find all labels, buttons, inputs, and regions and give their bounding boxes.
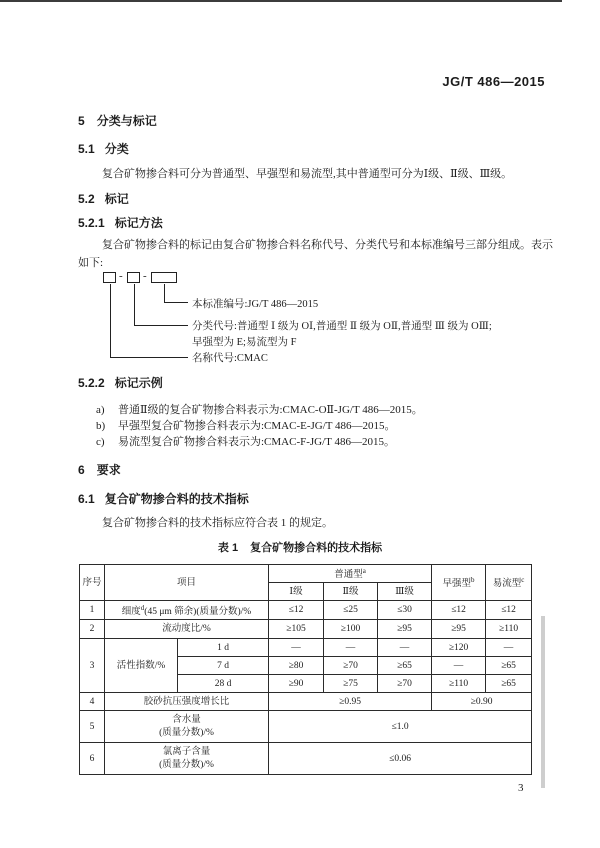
section-5-2-2-number: 5.2.2: [78, 376, 105, 390]
row4-seq: 4: [80, 693, 105, 711]
section-5-1-number: 5.1: [78, 142, 95, 156]
header-early-label: 早强型: [442, 579, 472, 590]
scan-artifact-right-strip: [541, 616, 545, 788]
marking-example-b-text: 早强型复合矿物掺合料表示为:CMAC-E-JG/T 486—2015。: [118, 420, 396, 432]
diagram-label-standard-no: 本标准编号:JG/T 486—2015: [192, 299, 319, 310]
row2-value-flow: ≥110: [486, 620, 532, 639]
row1-value-level1: ≤12: [269, 601, 324, 620]
diagram-label-name-code: 名称代号:CMAC: [192, 353, 268, 364]
section-6-1-paragraph: 复合矿物掺合料的技术指标应符合表 1 的规定。: [102, 517, 333, 529]
section-6-number: 6: [78, 463, 85, 477]
row3-age-28d: 28 d: [178, 675, 269, 693]
row1-value-early: ≤12: [432, 601, 486, 620]
scan-artifact-top-line: [0, 0, 562, 2]
header-seq: 序号: [80, 565, 105, 601]
marking-example-b: [96, 417, 396, 433]
row3-28d-flow: ≥65: [486, 675, 532, 693]
section-5-2-title: 标记: [104, 192, 129, 206]
row3-1d-early: ≥120: [432, 639, 486, 657]
section-5-2-number: 5.2: [78, 192, 95, 206]
section-5-2-1-heading: [78, 214, 163, 231]
row1-item-rest: (45 μm 筛余)(质量分数)/%: [144, 607, 252, 618]
table-row-fineness: [80, 601, 532, 620]
table-header-row-1: [80, 565, 532, 583]
section-5-2-2-heading: [78, 374, 163, 391]
row3-28d-level2: ≥75: [324, 675, 378, 693]
marking-dash-2: -: [143, 270, 147, 282]
row5-item: [105, 711, 269, 743]
table-row-activity-1d: [80, 639, 532, 657]
section-5-2-1-title: 标记方法: [114, 216, 163, 230]
row6-value: ≤0.06: [269, 743, 532, 775]
marking-example-a-label: a): [96, 404, 105, 416]
marking-box-class-code: [127, 272, 140, 283]
row6-item-line2: (质量分数)/%: [159, 759, 214, 770]
section-6-1-heading: [78, 490, 249, 507]
section-5-2-1-paragraph-line2: 如下:: [78, 257, 104, 269]
row4-value-ordinary: ≥0.95: [269, 693, 432, 711]
section-5-title: 分类与标记: [96, 114, 157, 128]
section-6-title: 要求: [96, 463, 121, 477]
marking-example-a-text: 普通Ⅱ级的复合矿物掺合料表示为:CMAC-OⅡ-JG/T 486—2015。: [118, 404, 423, 416]
connector-name-code-line: [110, 284, 188, 358]
table-row-chloride-content: [80, 743, 532, 775]
table-1-caption-number: 表 1: [217, 542, 239, 554]
row6-item-line1: 氯离子含量: [162, 746, 211, 757]
row4-value-other: ≥0.90: [432, 693, 532, 711]
marking-example-c-label: c): [96, 436, 105, 448]
header-item: 项目: [105, 565, 269, 601]
section-6-1-title: 复合矿物掺合料的技术指标: [104, 492, 249, 506]
row3-item: 活性指数/%: [105, 639, 178, 693]
table-row-water-content: [80, 711, 532, 743]
header-flow: [486, 565, 532, 601]
header-early-footnote: b: [471, 576, 475, 585]
row6-item: [105, 743, 269, 775]
section-5-2-1-paragraph-line1: 复合矿物掺合料的标记由复合矿物掺合料名称代号、分类代号和本标准编号三部分组成。表示: [102, 239, 553, 251]
row3-28d-level1: ≥90: [269, 675, 324, 693]
table-1-caption: [0, 539, 600, 555]
row1-value-level3: ≤30: [378, 601, 432, 620]
row5-item-line1: 含水量: [172, 714, 201, 725]
header-ordinary-footnote: a: [362, 567, 366, 576]
header-level-2: Ⅱ级: [324, 583, 378, 601]
table-row-fluidity: [80, 620, 532, 639]
section-5-1-title: 分类: [104, 142, 129, 156]
row1-value-flow: ≤12: [486, 601, 532, 620]
section-5-number: 5: [78, 114, 85, 128]
standard-number-header: JG/T 486—2015: [442, 74, 545, 89]
section-5-1-paragraph: 复合矿物掺合料可分为普通型、早强型和易流型,其中普通型可分为Ⅰ级、Ⅱ级、Ⅲ级。: [102, 168, 513, 180]
technical-indicators-table: [79, 564, 532, 775]
marking-box-standard-no: [151, 272, 177, 283]
row3-age-7d: 7 d: [178, 657, 269, 675]
header-level-3: Ⅲ级: [378, 583, 432, 601]
row3-28d-early: ≥110: [432, 675, 486, 693]
row2-item: 流动度比/%: [105, 620, 269, 639]
header-flow-footnote: c: [521, 576, 525, 585]
marking-example-c: [96, 433, 395, 449]
marking-example-c-text: 易流型复合矿物掺合料表示为:CMAC-F-JG/T 486—2015。: [118, 436, 395, 448]
page-number: 3: [518, 782, 524, 794]
marking-example-a: [96, 401, 423, 417]
row4-item: 胶砂抗压强度增长比: [105, 693, 269, 711]
row3-7d-level2: ≥70: [324, 657, 378, 675]
table-1-caption-title: 复合矿物掺合料的技术指标: [250, 542, 383, 554]
marking-box-name-code: [103, 272, 116, 283]
section-6-heading: [78, 461, 121, 478]
marking-example-b-label: b): [96, 420, 106, 432]
row1-item-head: 细度: [121, 607, 141, 618]
row1-item-footnote: d: [140, 603, 145, 612]
section-5-2-heading: [78, 190, 129, 207]
section-6-1-number: 6.1: [78, 492, 95, 506]
section-5-1-heading: [78, 140, 129, 157]
row3-seq: 3: [80, 639, 105, 693]
row3-1d-level3: —: [378, 639, 432, 657]
row2-seq: 2: [80, 620, 105, 639]
table-row-strength-growth: [80, 693, 532, 711]
row2-value-early: ≥95: [432, 620, 486, 639]
section-5-heading: [78, 112, 157, 129]
diagram-label-class-code-line1: 分类代号:普通型 Ⅰ 级为 OⅠ,普通型 Ⅱ 级为 OⅡ,普通型 Ⅲ 级为 OⅢ;: [192, 321, 492, 332]
header-flow-label: 易流型: [492, 579, 522, 590]
row1-value-level2: ≤25: [324, 601, 378, 620]
header-early: [432, 565, 486, 601]
header-ordinary-group: [269, 565, 432, 583]
row5-item-line2: (质量分数)/%: [159, 727, 214, 738]
row5-value: ≤1.0: [269, 711, 532, 743]
row3-1d-level1: —: [269, 639, 324, 657]
marking-dash-1: -: [119, 270, 123, 282]
section-5-2-2-title: 标记示例: [114, 376, 163, 390]
row5-seq: 5: [80, 711, 105, 743]
row6-seq: 6: [80, 743, 105, 775]
section-5-2-1-number: 5.2.1: [78, 216, 105, 230]
row3-28d-level3: ≥70: [378, 675, 432, 693]
header-level-1: Ⅰ级: [269, 583, 324, 601]
row3-7d-level1: ≥80: [269, 657, 324, 675]
row3-1d-level2: —: [324, 639, 378, 657]
header-ordinary-label: 普通型: [334, 570, 363, 581]
row2-value-level2: ≥100: [324, 620, 378, 639]
row3-7d-level3: ≥65: [378, 657, 432, 675]
row3-7d-early: —: [432, 657, 486, 675]
row3-1d-flow: —: [486, 639, 532, 657]
row3-7d-flow: ≥65: [486, 657, 532, 675]
row1-item: [105, 601, 269, 620]
row2-value-level1: ≥105: [269, 620, 324, 639]
row1-seq: 1: [80, 601, 105, 620]
diagram-label-class-code-line2: 早强型为 E;易流型为 F: [192, 337, 297, 348]
row2-value-level3: ≥95: [378, 620, 432, 639]
row3-age-1d: 1 d: [178, 639, 269, 657]
